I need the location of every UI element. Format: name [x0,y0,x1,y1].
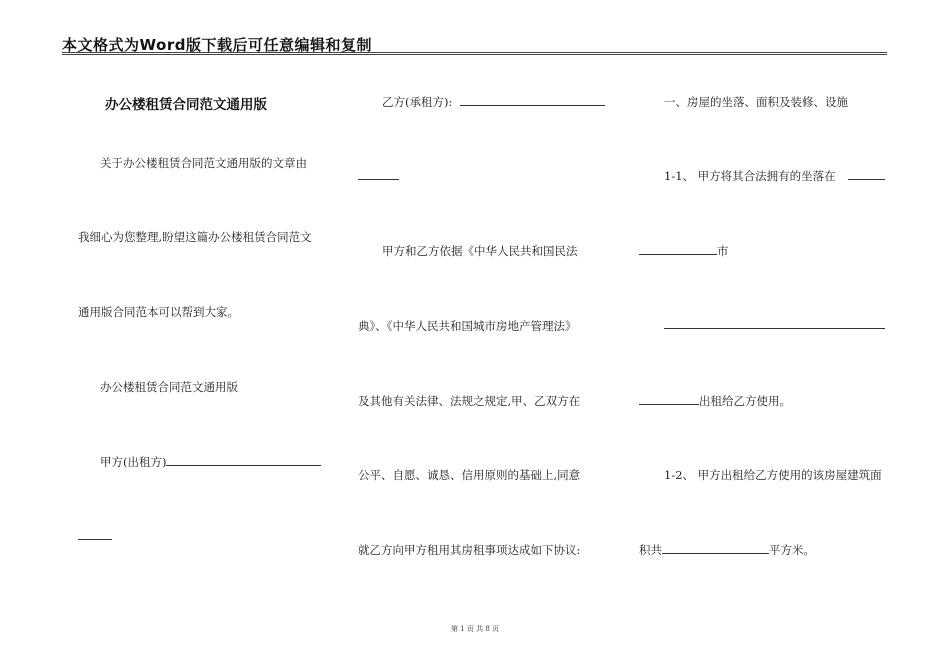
item-1-2: 1-2、 甲方出租给乙方使用的该房屋建筑面 [664,468,882,482]
party-b-blank-continued [358,179,399,180]
area-suffix: 平方米。 [769,543,815,557]
section-1-heading: 一、房屋的坐落、面积及装修、设施 [664,95,848,109]
intro-line-3: 通用版合同范本可以帮到大家。 [78,305,239,319]
preamble-line-3: 及其他有关法律、法规之规定,甲、乙双方在 [358,394,581,408]
address-blank [664,328,885,329]
party-b-label: 乙方(承租方): [382,95,453,109]
party-a-blank [166,455,321,466]
party-a-label: 甲方(出租方) [100,455,167,469]
city-field [639,243,729,259]
header-divider [62,52,887,55]
intro-line-2: 我细心为您整理,盼望这篇办公楼租赁合同范文 [78,230,312,244]
city-suffix: 市 [717,244,729,258]
area-field [639,542,815,558]
area-blank [662,543,769,554]
party-b-field [382,94,605,110]
preamble-line-4: 公平、自愿、诚恳、信用原则的基础上,同意 [358,468,581,482]
contract-subtitle: 办公楼租赁合同范文通用版 [100,380,238,394]
party-a-blank-continued [78,539,112,540]
lease-field [639,393,791,409]
document-title: 办公楼租赁合同范文通用版 [105,97,267,113]
document-header-title: 本文格式为Word版下载后可任意编辑和复制 [62,36,372,54]
city-blank [639,244,717,255]
party-a-field [100,454,321,470]
location-blank [848,179,885,180]
lease-text: 出租给乙方使用。 [699,394,791,408]
address-blank-continued [639,394,699,405]
preamble-line-2: 典》、《中华人民共和国城市房地产管理法》 [358,319,577,333]
page-footer: 第 1 页 共 8 页 [450,625,500,633]
area-prefix: 积共 [639,543,662,557]
intro-line-1: 关于办公楼租赁合同范文通用版的文章由 [100,156,307,170]
party-b-blank [460,95,605,106]
item-1-1: 1-1、 甲方将其合法拥有的坐落在 [664,169,836,183]
preamble-line-1: 甲方和乙方依据《中华人民共和国民法 [382,244,578,258]
preamble-line-5: 就乙方向甲方租用其房租事项达成如下协议: [358,543,581,557]
